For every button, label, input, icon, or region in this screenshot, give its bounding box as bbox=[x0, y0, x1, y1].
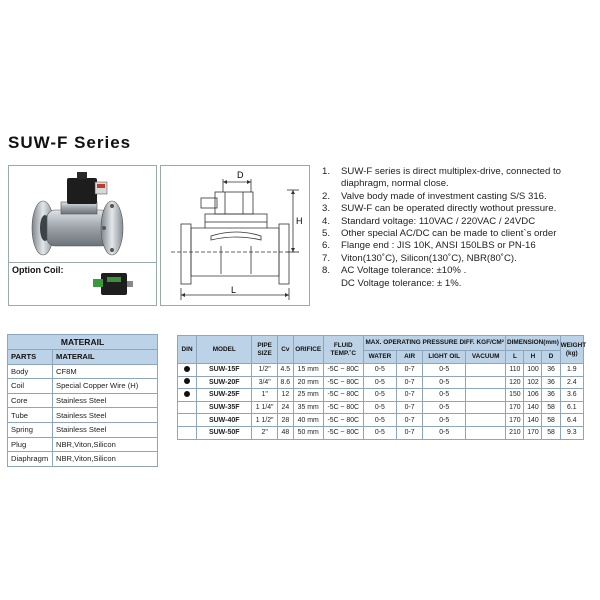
cell-l: 170 bbox=[506, 401, 524, 414]
cell-temp: -5C ~ 80C bbox=[323, 426, 363, 439]
cell-cv: 24 bbox=[277, 401, 293, 414]
cell-air: 0-7 bbox=[396, 401, 423, 414]
cell-temp: -5C ~ 80C bbox=[323, 376, 363, 389]
feature-text: Standard voltage: 110VAC / 220VAC / 24VDC bbox=[341, 215, 536, 227]
cell-model: SUW-20F bbox=[197, 376, 252, 389]
cell-weight: 3.6 bbox=[560, 389, 583, 402]
din-cell bbox=[178, 414, 197, 427]
feature-text: SUW-F can be operated directly wothout pressure. bbox=[341, 203, 557, 215]
cell-weight: 2.4 bbox=[560, 376, 583, 389]
cell-water: 0-5 bbox=[363, 376, 396, 389]
feature-item: 4. Standard voltage: 110VAC / 220VAC / 24VDC bbox=[322, 215, 536, 227]
valve-drawing bbox=[161, 166, 309, 305]
col-model: MODEL bbox=[197, 336, 252, 364]
feature-text: Viton(130˚C), Silicon(130˚C), NBR(80˚C). bbox=[341, 252, 517, 264]
cell-weight: 9.3 bbox=[560, 426, 583, 439]
din-dot-icon bbox=[184, 366, 190, 372]
cell-cv: 8.6 bbox=[277, 376, 293, 389]
col-cv: Cv bbox=[277, 336, 293, 364]
cell-orifice: 25 mm bbox=[293, 389, 323, 402]
cell-cv: 48 bbox=[277, 426, 293, 439]
cell-water: 0-5 bbox=[363, 364, 396, 377]
cell-pipe: 1" bbox=[252, 389, 278, 402]
cell-oil: 0-5 bbox=[423, 389, 466, 402]
feature-text: AC Voltage tolerance: ±10% . bbox=[341, 265, 467, 277]
cell-pipe: 2" bbox=[252, 426, 278, 439]
cell-temp: -5C ~ 80C bbox=[323, 414, 363, 427]
cell-h: 140 bbox=[524, 414, 542, 427]
cell-vacuum bbox=[465, 376, 505, 389]
din-dot-icon bbox=[184, 378, 190, 384]
table-row: Coil Special Copper Wire (H) bbox=[8, 379, 158, 394]
cell-temp: -5C ~ 80C bbox=[323, 401, 363, 414]
cell-vacuum bbox=[465, 364, 505, 377]
cell-cv: 28 bbox=[277, 414, 293, 427]
feature-text: Flange end : JIS 10K, ANSI 150LBS or PN-16 bbox=[341, 240, 536, 252]
col-din: DIN bbox=[178, 336, 197, 364]
cell-d: 36 bbox=[542, 376, 560, 389]
cell-oil: 0-5 bbox=[423, 376, 466, 389]
cell-oil: 0-5 bbox=[423, 426, 466, 439]
option-coil-panel bbox=[8, 262, 157, 306]
cell-h: 100 bbox=[524, 364, 542, 377]
cell-model: SUW-50F bbox=[197, 426, 252, 439]
option-coil-label: Option Coil: bbox=[12, 265, 64, 275]
col-l: L bbox=[506, 351, 524, 364]
cell-h: 106 bbox=[524, 389, 542, 402]
table-row bbox=[178, 389, 584, 402]
cell-pipe: 3/4" bbox=[252, 376, 278, 389]
option-coil-image bbox=[87, 265, 137, 303]
cell-h: 140 bbox=[524, 401, 542, 414]
cell-pipe: 1/2" bbox=[252, 364, 278, 377]
cell-cv: 12 bbox=[277, 389, 293, 402]
cell-d: 58 bbox=[542, 414, 560, 427]
dim-l-label: L bbox=[231, 285, 237, 295]
cell-pipe: 1 1/4" bbox=[252, 401, 278, 414]
cell-air: 0-7 bbox=[396, 414, 423, 427]
feature-item: 1. SUW-F series is direct multiplex-drive, connected to diaphragm, normal close. bbox=[322, 166, 562, 190]
col-h: H bbox=[524, 351, 542, 364]
cell-cv: 4.5 bbox=[277, 364, 293, 377]
cell-model: SUW-40F bbox=[197, 414, 252, 427]
material-header-parts: PARTS bbox=[8, 350, 53, 365]
din-cell bbox=[178, 401, 197, 414]
material-table-caption: MATERAIL bbox=[8, 335, 158, 350]
din-dot-icon bbox=[184, 391, 190, 397]
cell-vacuum bbox=[465, 414, 505, 427]
cell-model: SUW-15F bbox=[197, 364, 252, 377]
col-air: AIR bbox=[396, 351, 423, 364]
cell-l: 110 bbox=[506, 364, 524, 377]
col-dimension-group: DIMENSION(mm) bbox=[506, 336, 560, 351]
cell-oil: 0-5 bbox=[423, 364, 466, 377]
material-header-material: MATERAIL bbox=[53, 350, 158, 365]
din-cell bbox=[178, 426, 197, 439]
table-row bbox=[178, 376, 584, 389]
valve-photo bbox=[8, 165, 157, 264]
table-row: Tube Stainless Steel bbox=[8, 408, 158, 423]
cell-air: 0-7 bbox=[396, 376, 423, 389]
feature-text: Other special AC/DC can be made to client`s order bbox=[341, 228, 557, 240]
cell-air: 0-7 bbox=[396, 389, 423, 402]
col-vacuum: VACUUM bbox=[465, 351, 505, 364]
cell-oil: 0-5 bbox=[423, 414, 466, 427]
cell-h: 102 bbox=[524, 376, 542, 389]
cell-orifice: 20 mm bbox=[293, 376, 323, 389]
cell-l: 210 bbox=[506, 426, 524, 439]
table-row bbox=[178, 401, 584, 414]
col-fluid-temp: FLUID TEMP.˚C bbox=[323, 336, 363, 364]
table-row: Diaphragm NBR,Viton,Silicon bbox=[8, 452, 158, 467]
col-pressure-group: MAX. OPERATING PRESSURE DIFF. KGF/CM² bbox=[363, 336, 505, 351]
table-row bbox=[178, 364, 584, 377]
cell-d: 58 bbox=[542, 426, 560, 439]
din-cell bbox=[178, 376, 197, 389]
cell-h: 170 bbox=[524, 426, 542, 439]
feature-extra-text: DC Voltage tolerance: ± 1%. bbox=[341, 277, 462, 289]
feature-item: 6. Flange end : JIS 10K, ANSI 150LBS or PN-16 bbox=[322, 240, 536, 252]
cell-water: 0-5 bbox=[363, 426, 396, 439]
cell-water: 0-5 bbox=[363, 414, 396, 427]
cell-l: 150 bbox=[506, 389, 524, 402]
cell-water: 0-5 bbox=[363, 401, 396, 414]
feature-item: 5. Other special AC/DC can be made to client`s order bbox=[322, 228, 557, 240]
cell-vacuum bbox=[465, 389, 505, 402]
cell-temp: -5C ~ 80C bbox=[323, 364, 363, 377]
cell-weight: 6.1 bbox=[560, 401, 583, 414]
feature-item: 2. Valve body made of investment casting S/S 316. bbox=[322, 190, 547, 202]
cell-model: SUW-25F bbox=[197, 389, 252, 402]
material-table bbox=[7, 334, 158, 467]
col-d: D bbox=[542, 351, 560, 364]
table-row bbox=[178, 426, 584, 439]
cell-oil: 0-5 bbox=[423, 401, 466, 414]
dim-d-label: D bbox=[237, 170, 244, 180]
feature-item: 7. Viton(130˚C), Silicon(130˚C), NBR(80˚C). bbox=[322, 252, 517, 264]
din-cell bbox=[178, 389, 197, 402]
cell-l: 170 bbox=[506, 414, 524, 427]
col-weight: WEIGHT (kg) bbox=[560, 336, 583, 364]
cell-weight: 6.4 bbox=[560, 414, 583, 427]
col-water: WATER bbox=[363, 351, 396, 364]
dim-h-label: H bbox=[296, 216, 303, 226]
cell-air: 0-7 bbox=[396, 364, 423, 377]
feature-list bbox=[322, 166, 594, 290]
cell-water: 0-5 bbox=[363, 389, 396, 402]
table-row: Body CF8M bbox=[8, 364, 158, 379]
cell-d: 58 bbox=[542, 401, 560, 414]
table-row bbox=[178, 414, 584, 427]
model-table-body bbox=[178, 364, 584, 440]
cell-temp: -5C ~ 80C bbox=[323, 389, 363, 402]
cell-air: 0-7 bbox=[396, 426, 423, 439]
table-row: Spring Stainless Steel bbox=[8, 422, 158, 437]
cell-l: 120 bbox=[506, 376, 524, 389]
dimension-drawing bbox=[160, 165, 310, 306]
cell-d: 36 bbox=[542, 389, 560, 402]
col-pipe-size: PIPE SIZE bbox=[252, 336, 278, 364]
solenoid-valve-image bbox=[9, 166, 156, 263]
din-cell bbox=[178, 364, 197, 377]
feature-item: 3. SUW-F can be operated directly wothout pressure. bbox=[322, 203, 557, 215]
cell-orifice: 40 mm bbox=[293, 414, 323, 427]
cell-d: 36 bbox=[542, 364, 560, 377]
cell-orifice: 15 mm bbox=[293, 364, 323, 377]
cell-orifice: 35 mm bbox=[293, 401, 323, 414]
cell-vacuum bbox=[465, 426, 505, 439]
col-orifice: ORIFICE bbox=[293, 336, 323, 364]
cell-pipe: 1 1/2" bbox=[252, 414, 278, 427]
cell-vacuum bbox=[465, 401, 505, 414]
feature-text: SUW-F series is direct multiplex-drive, connected to diaphragm, normal close. bbox=[341, 166, 562, 190]
cell-orifice: 50 mm bbox=[293, 426, 323, 439]
cell-weight: 1.9 bbox=[560, 364, 583, 377]
table-row: Core Stainless Steel bbox=[8, 393, 158, 408]
series-title: SUW-F Series bbox=[8, 133, 132, 152]
col-light-oil: LIGHT OIL bbox=[423, 351, 466, 364]
table-row: Plug NBR,Viton,Silicon bbox=[8, 437, 158, 452]
feature-item: 8. AC Voltage tolerance: ±10% . DC Voltage tolerance: ± 1%. bbox=[322, 265, 594, 290]
model-spec-table bbox=[177, 335, 587, 440]
feature-text: Valve body made of investment casting S/S 316. bbox=[341, 190, 547, 202]
cell-model: SUW-35F bbox=[197, 401, 252, 414]
